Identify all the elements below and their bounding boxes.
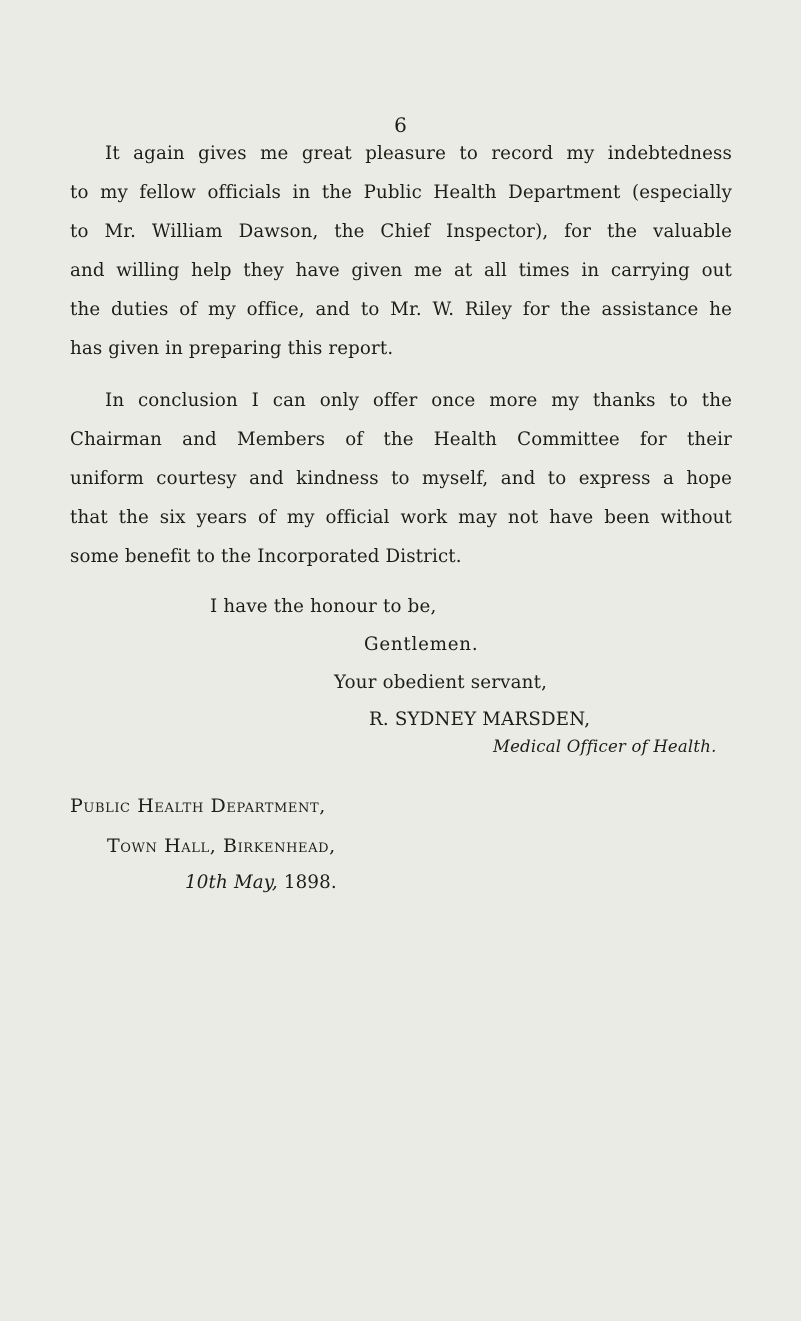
paragraph-line: has given in preparing this report. — [70, 338, 394, 359]
address-department: Public Health Department, — [70, 795, 326, 817]
date-year: 1898. — [283, 872, 337, 893]
closing-servant: Your obedient servant, — [334, 672, 548, 693]
page-number: 6 — [394, 113, 407, 137]
address-date — [185, 872, 337, 893]
signature-title: Medical Officer of Health. — [493, 737, 717, 756]
closing-salutation: Gentlemen. — [364, 634, 479, 655]
paragraph-line: some benefit to the Incorporated District. — [70, 546, 462, 567]
paragraph-line: to my fellow officials in the Public Health Department (especially — [70, 182, 732, 203]
closing-honour: I have the honour to be, — [210, 596, 437, 617]
paragraph-line: to Mr. William Dawson, the Chief Inspector), for the valuable — [70, 221, 732, 242]
paragraph-line: that the six years of my official work may not have been without — [70, 507, 732, 528]
paragraph-line: It again gives me great pleasure to record my indebtedness — [105, 143, 732, 164]
paragraph-line: the duties of my office, and to Mr. W. Riley for the assistance he — [70, 299, 732, 320]
paragraph-line: uniform courtesy and kindness to myself, and to express a hope — [70, 468, 732, 489]
date-day: 10th May, — [185, 872, 278, 893]
address-town-hall: Town Hall, Birkenhead, — [107, 835, 336, 857]
paragraph-line: In conclusion I can only offer once more my thanks to the — [105, 390, 732, 411]
signature-name: R. SYDNEY MARSDEN, — [369, 709, 591, 730]
paragraph-line: and willing help they have given me at all times in carrying out — [70, 260, 732, 281]
paragraph-line: Chairman and Members of the Health Committee for their — [70, 429, 732, 450]
